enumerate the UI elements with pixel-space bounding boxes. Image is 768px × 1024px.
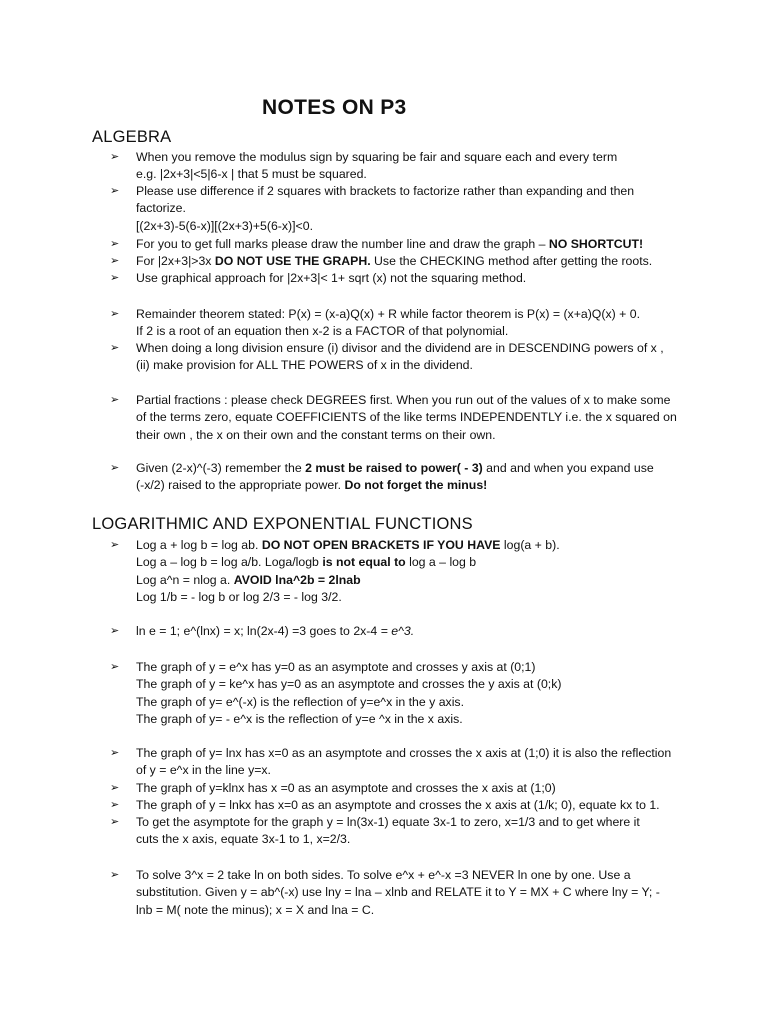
section-heading-logarithmic: LOGARITHMIC AND EXPONENTIAL FUNCTIONS: [92, 515, 473, 533]
text-segment: Partial fractions : please check DEGREES first. When you run out of the values of x to make some: [136, 393, 671, 407]
arrow-bullet-icon: ➢: [110, 799, 120, 811]
text-segment: Given (2-x)^(-3) remember the: [136, 461, 306, 475]
text-segment: = e^3.: [380, 624, 415, 638]
note-text: [136, 306, 716, 341]
text-segment: For you to get full marks please draw the number line and draw the graph –: [136, 237, 549, 251]
text-segment: NO SHORTCUT!: [548, 237, 644, 251]
note-line: [136, 572, 716, 589]
note-line: [136, 166, 716, 183]
text-segment: DO NOT USE THE GRAPH.: [214, 254, 371, 268]
note-text: [136, 780, 716, 797]
note-text: [136, 460, 716, 495]
note-line: [136, 236, 716, 253]
note-line: [136, 884, 716, 901]
note-line: [136, 902, 716, 919]
section-heading-algebra: ALGEBRA: [92, 128, 172, 146]
text-segment: Please use difference if 2 squares with brackets to factorize rather than expanding and then: [136, 184, 635, 198]
text-segment: The graph of y = ke^x has y=0 as an asymptote and crosses the y axis at (0;k): [136, 677, 562, 692]
text-segment: e.g. |2x+3|<5|6-x | that 5 must be squared.: [136, 167, 367, 182]
note-line: [136, 814, 716, 831]
note-line: [136, 460, 716, 477]
note-line: [136, 676, 716, 693]
note-line: [136, 340, 716, 357]
arrow-bullet-icon: ➢: [110, 782, 120, 794]
text-segment: lnb = M( note the minus); x = X and lna = C.: [136, 902, 375, 917]
note-text: [136, 253, 716, 270]
note-text: [136, 183, 716, 235]
arrow-bullet-icon: ➢: [110, 394, 120, 406]
text-segment: Do not forget the minus!: [344, 478, 488, 493]
text-segment: of y = e^x in the line y=x.: [136, 763, 271, 778]
arrow-bullet-icon: ➢: [110, 255, 120, 267]
note-text: [136, 392, 716, 444]
arrow-bullet-icon: ➢: [110, 816, 120, 828]
text-segment: The graph of y= e^(-x) is the reflection of y=e^x in the y axis.: [136, 694, 464, 709]
text-segment: factorize.: [136, 201, 186, 216]
text-segment: 2 must be raised to power( - 3): [305, 461, 483, 475]
text-segment: (ii) make provision for ALL THE POWERS of x in the dividend.: [136, 358, 473, 373]
note-line: [136, 183, 716, 200]
note-line: [136, 200, 716, 217]
note-line: [136, 218, 716, 235]
note-line: [136, 659, 716, 676]
arrow-bullet-icon: ➢: [110, 308, 120, 320]
arrow-bullet-icon: ➢: [110, 342, 120, 354]
text-segment: Log a + log b = log ab.: [136, 538, 262, 552]
note-line: [136, 554, 716, 571]
note-line: [136, 149, 716, 166]
text-segment: log(a + b).: [500, 538, 560, 552]
note-line: [136, 694, 716, 711]
text-segment: [(2x+3)-5(6-x)][(2x+3)+5(6-x)]<0.: [136, 218, 313, 233]
note-text: [136, 814, 716, 849]
text-segment: Log 1/b = - log b or log 2/3 = - log 3/2.: [136, 589, 342, 604]
note-line: [136, 711, 716, 728]
text-segment: (-x/2) raised to the appropriate power.: [136, 478, 345, 493]
text-segment: When you remove the modulus sign by squaring be fair and square each and every term: [136, 150, 618, 164]
note-line: [136, 745, 716, 762]
note-text: [136, 659, 716, 728]
arrow-bullet-icon: ➢: [110, 539, 120, 551]
text-segment: log a – log b: [405, 555, 477, 570]
arrow-bullet-icon: ➢: [110, 747, 120, 759]
text-segment: If 2 is a root of an equation then x-2 is a FACTOR of that polynomial.: [136, 324, 509, 339]
note-text: [136, 867, 716, 919]
text-segment: The graph of y = e^x has y=0 as an asymptote and crosses y axis at (0;1): [136, 660, 536, 674]
text-segment: To solve 3^x = 2 take ln on both sides. To solve e^x + e^-x =3 NEVER ln one by one. Use a: [136, 868, 631, 882]
text-segment: cuts the x axis, equate 3x-1 to 1, x=2/3.: [136, 832, 351, 847]
note-line: [136, 867, 716, 884]
text-segment: is not equal to: [322, 555, 406, 570]
note-text: [136, 340, 716, 375]
arrow-bullet-icon: ➢: [110, 185, 120, 197]
note-line: [136, 306, 716, 323]
note-text: [136, 236, 716, 253]
note-line: [136, 392, 716, 409]
text-segment: The graph of y = lnkx has x=0 as an asymptote and crosses the x axis at (1/k; 0), equate kx to 1.: [136, 798, 660, 812]
text-segment: AVOID lna^2b = 2lnab: [233, 572, 361, 587]
text-segment: The graph of y= - e^x is the reflection of y=e ^x in the x axis.: [136, 711, 463, 726]
note-line: [136, 270, 716, 287]
text-segment: Remainder theorem stated: P(x) = (x-a)Q(x) + R while factor theorem is P(x) = (x+a)Q(x) + 0.: [136, 307, 640, 321]
note-text: [136, 537, 716, 606]
arrow-bullet-icon: ➢: [110, 238, 120, 250]
arrow-bullet-icon: ➢: [110, 625, 120, 637]
text-segment: of the terms zero, equate COEFFICIENTS of the like terms INDEPENDENTLY i.e. the x squared on: [136, 410, 677, 425]
text-segment: The graph of y=klnx has x =0 as an asymptote and crosses the x axis at (1;0): [136, 781, 556, 795]
note-line: [136, 537, 716, 554]
text-segment: Log a^n = nlog a.: [136, 572, 234, 587]
note-line: [136, 831, 716, 848]
note-text: [136, 149, 716, 184]
note-line: [136, 323, 716, 340]
text-segment: Use the CHECKING method after getting the roots.: [370, 254, 653, 268]
text-segment: their own , the x on their own and the constant terms on their own.: [136, 427, 496, 442]
note-line: [136, 357, 716, 374]
note-line: [136, 797, 716, 814]
note-line: [136, 762, 716, 779]
note-line: [136, 623, 716, 640]
text-segment: Use graphical approach for |2x+3|< 1+ sqrt (x) not the squaring method.: [136, 271, 527, 285]
text-segment: The graph of y= lnx has x=0 as an asymptote and crosses the x axis at (1;0) it is also the reflection: [136, 746, 672, 760]
text-segment: Log a – log b = log a/b. Loga/logb: [136, 555, 323, 570]
arrow-bullet-icon: ➢: [110, 151, 120, 163]
arrow-bullet-icon: ➢: [110, 272, 120, 284]
arrow-bullet-icon: ➢: [110, 462, 120, 474]
text-segment: For |2x+3|>3x: [136, 254, 215, 268]
note-text: [136, 623, 716, 640]
arrow-bullet-icon: ➢: [110, 869, 120, 881]
text-segment: ln e = 1; e^(lnx) = x; ln(2x-4) =3 goes to 2x-4: [136, 624, 381, 638]
text-segment: substitution. Given y = ab^(-x) use lny = lna – xlnb and RELATE it to Y = MX + C where lny = Y; -: [136, 885, 660, 900]
page-title: NOTES ON P3: [262, 96, 407, 119]
note-line: [136, 409, 716, 426]
note-line: [136, 253, 716, 270]
note-line: [136, 589, 716, 606]
note-line: [136, 477, 716, 494]
note-text: [136, 745, 716, 780]
note-text: [136, 797, 716, 814]
text-segment: and and when you expand use: [482, 461, 654, 475]
text-segment: To get the asymptote for the graph y = ln(3x-1) equate 3x-1 to zero, x=1/3 and to get where it: [136, 815, 640, 829]
text-segment: DO NOT OPEN BRACKETS IF YOU HAVE: [261, 538, 501, 552]
arrow-bullet-icon: ➢: [110, 661, 120, 673]
note-line: [136, 427, 716, 444]
text-segment: When doing a long division ensure (i) divisor and the dividend are in DESCENDING powers of x ,: [136, 341, 664, 355]
note-line: [136, 780, 716, 797]
note-text: [136, 270, 716, 287]
